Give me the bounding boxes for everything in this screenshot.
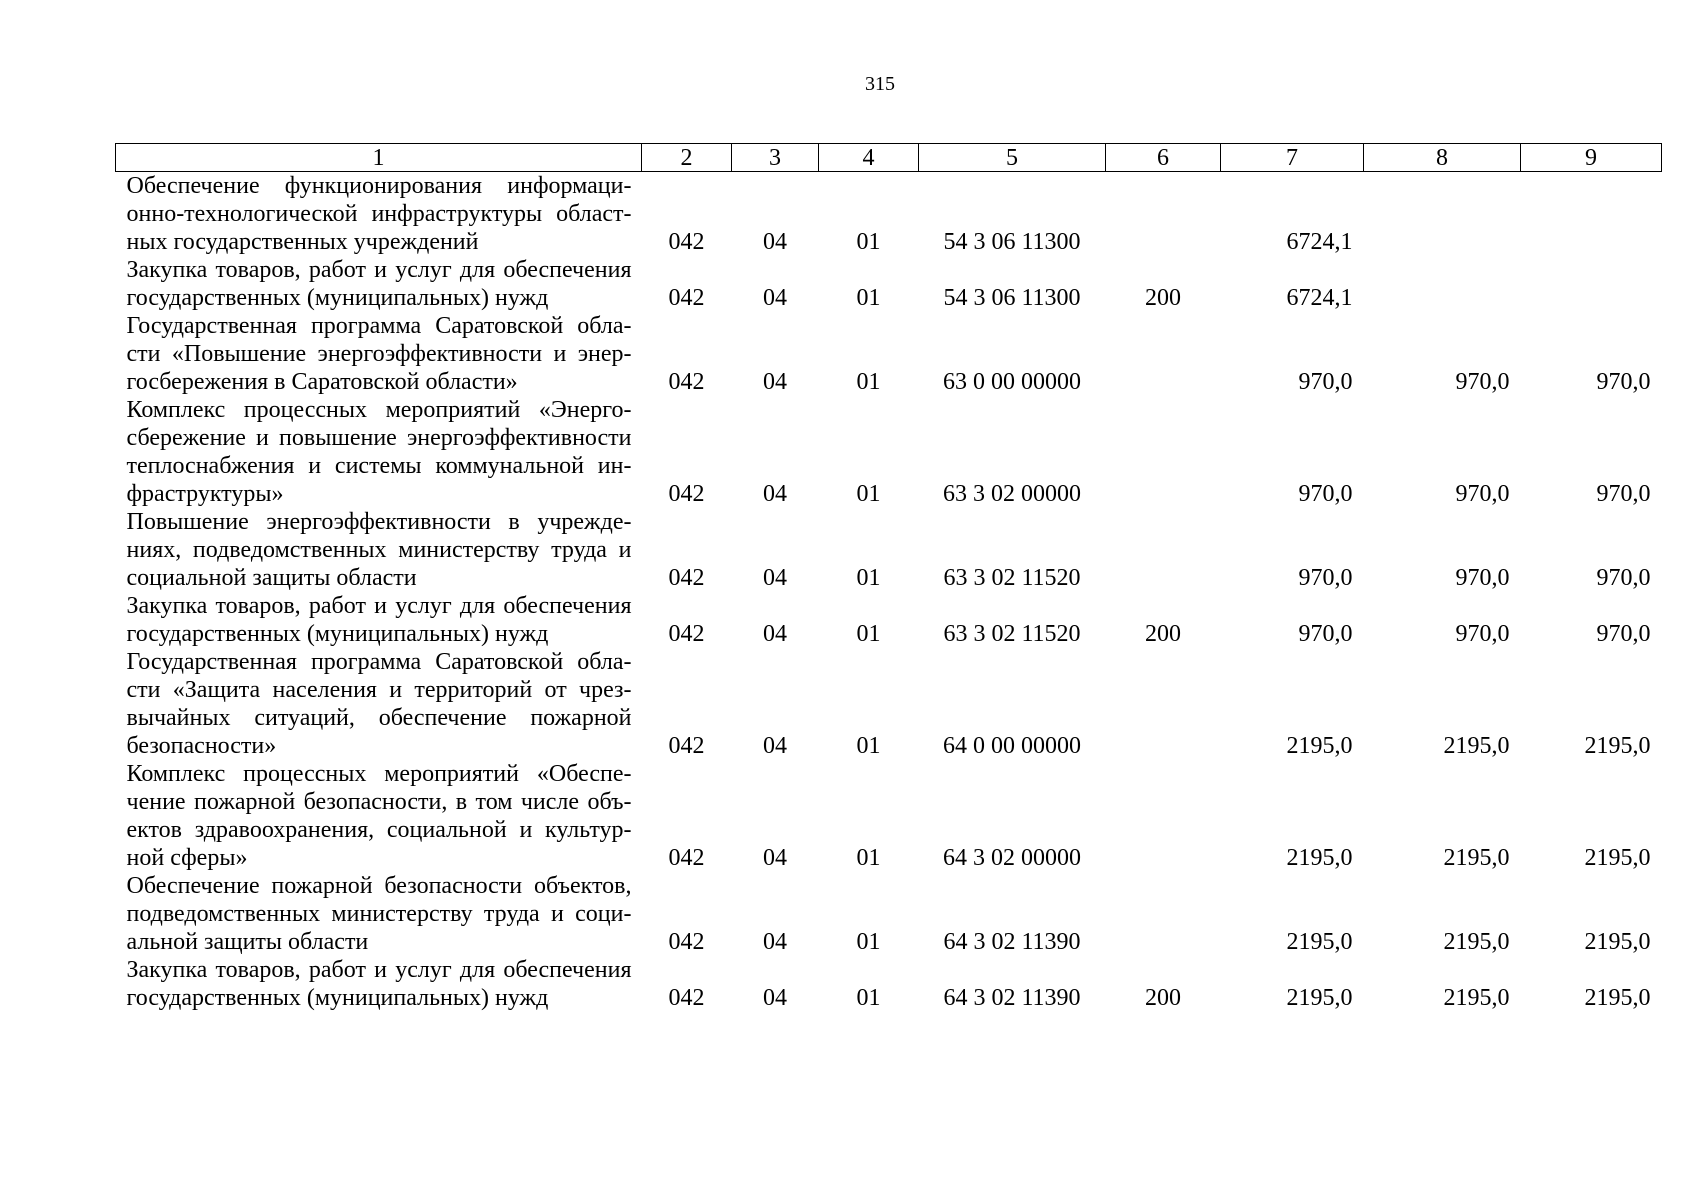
ministry-code-cell: 042 xyxy=(668,929,705,955)
amount-col9-cell: 970,0 xyxy=(1596,369,1651,395)
amount-col7-cell: 6724,1 xyxy=(1286,285,1353,311)
table-row xyxy=(116,396,1662,508)
target-article-cell: 63 0 00 00000 xyxy=(943,369,1081,395)
section-code-cell: 04 xyxy=(763,565,787,591)
column-number-header: 7 xyxy=(1221,144,1364,172)
item-name-cell: Закупка товаров, работ и услуг для обеспечения государственных (муниципальных) нужд xyxy=(126,957,632,1011)
subsection-code-cell: 01 xyxy=(856,229,881,255)
section-code-cell: 04 xyxy=(763,229,787,255)
column-number-header: 4 xyxy=(819,144,919,172)
table-row xyxy=(116,760,1662,872)
amount-col8-cell: 2195,0 xyxy=(1443,845,1510,871)
ministry-code-cell: 042 xyxy=(668,481,705,507)
amount-col8-cell xyxy=(1364,256,1521,312)
ministry-code-cell: 042 xyxy=(668,369,705,395)
target-article-cell: 64 3 02 11390 xyxy=(943,929,1081,955)
target-article-cell: 64 3 02 11390 xyxy=(943,985,1081,1011)
amount-col9-cell: 970,0 xyxy=(1596,621,1651,647)
expense-type-cell: 200 xyxy=(1145,285,1181,311)
amount-col9-cell xyxy=(1521,256,1662,312)
target-article-cell: 64 0 00 00000 xyxy=(943,733,1081,759)
item-name-cell: Обеспечение пожарной безопасности объектов, подведомственных министерству труда и социальной защиты области xyxy=(126,873,632,955)
ministry-code-cell: 042 xyxy=(668,565,705,591)
section-code-cell: 04 xyxy=(763,929,787,955)
target-article-cell: 63 3 02 00000 xyxy=(943,481,1081,507)
expense-type-cell xyxy=(1106,648,1221,760)
expense-type-cell xyxy=(1106,312,1221,396)
amount-col7-cell: 2195,0 xyxy=(1286,733,1353,759)
subsection-code-cell: 01 xyxy=(856,985,881,1011)
column-number-header: 6 xyxy=(1106,144,1221,172)
amount-col8-cell: 970,0 xyxy=(1455,481,1510,507)
section-code-cell: 04 xyxy=(763,733,787,759)
amount-col8-cell: 970,0 xyxy=(1455,565,1510,591)
column-number-header: 9 xyxy=(1521,144,1662,172)
amount-col7-cell: 970,0 xyxy=(1298,565,1353,591)
item-name-cell: Государственная программа Саратовской области «Повышение энергоэффективности и энергосбережения в Саратовской области» xyxy=(126,313,632,395)
amount-col7-cell: 2195,0 xyxy=(1286,985,1353,1011)
section-code-cell: 04 xyxy=(763,481,787,507)
table-row xyxy=(116,256,1662,312)
page-number: 315 xyxy=(865,73,895,95)
column-number-header: 2 xyxy=(642,144,732,172)
subsection-code-cell: 01 xyxy=(856,929,881,955)
section-code-cell: 04 xyxy=(763,369,787,395)
expense-type-cell xyxy=(1106,396,1221,508)
amount-col8-cell: 970,0 xyxy=(1455,369,1510,395)
amount-col9-cell: 2195,0 xyxy=(1584,733,1651,759)
section-code-cell: 04 xyxy=(763,845,787,871)
amount-col8-cell: 970,0 xyxy=(1455,621,1510,647)
expense-type-cell xyxy=(1106,508,1221,592)
item-name-cell: Повышение энергоэффективности в учреждениях, подведомственных министерству труда и социальной защиты области xyxy=(126,509,632,591)
table-row xyxy=(116,508,1662,592)
amount-col9-cell: 2195,0 xyxy=(1584,985,1651,1011)
column-number-header: 8 xyxy=(1364,144,1521,172)
target-article-cell: 54 3 06 11300 xyxy=(943,229,1081,255)
subsection-code-cell: 01 xyxy=(856,481,881,507)
ministry-code-cell: 042 xyxy=(668,985,705,1011)
amount-col7-cell: 970,0 xyxy=(1298,481,1353,507)
table-row xyxy=(116,592,1662,648)
column-number-header: 1 xyxy=(116,144,642,172)
amount-col7-cell: 2195,0 xyxy=(1286,845,1353,871)
amount-col9-cell: 2195,0 xyxy=(1584,845,1651,871)
subsection-code-cell: 01 xyxy=(856,733,881,759)
table-row xyxy=(116,956,1662,1012)
ministry-code-cell: 042 xyxy=(668,285,705,311)
amount-col7-cell: 970,0 xyxy=(1298,369,1353,395)
item-name-cell: Закупка товаров, работ и услуг для обеспечения государственных (муниципальных) нужд xyxy=(126,257,632,311)
amount-col9-cell xyxy=(1521,172,1662,257)
amount-col7-cell: 6724,1 xyxy=(1286,229,1353,255)
expense-type-cell xyxy=(1106,172,1221,257)
subsection-code-cell: 01 xyxy=(856,621,881,647)
table-row xyxy=(116,872,1662,956)
target-article-cell: 64 3 02 00000 xyxy=(943,845,1081,871)
budget-table xyxy=(115,143,1662,1012)
expense-type-cell xyxy=(1106,872,1221,956)
amount-col8-cell: 2195,0 xyxy=(1443,929,1510,955)
item-name-cell: Государственная программа Саратовской области «Защита населения и территорий от чрезвычайных ситуаций, обеспечение пожарной безопасности» xyxy=(126,649,632,759)
amount-col8-cell: 2195,0 xyxy=(1443,733,1510,759)
ministry-code-cell: 042 xyxy=(668,229,705,255)
table-row xyxy=(116,648,1662,760)
target-article-cell: 63 3 02 11520 xyxy=(943,565,1081,591)
target-article-cell: 54 3 06 11300 xyxy=(943,285,1081,311)
section-code-cell: 04 xyxy=(763,285,787,311)
table-row xyxy=(116,312,1662,396)
item-name-cell: Комплекс процессных мероприятий «Обеспечение пожарной безопасности, в том числе объектов здравоохранения, социальной и культурной сферы» xyxy=(126,761,632,871)
subsection-code-cell: 01 xyxy=(856,565,881,591)
column-number-header: 5 xyxy=(919,144,1106,172)
amount-col8-cell xyxy=(1364,172,1521,257)
subsection-code-cell: 01 xyxy=(856,369,881,395)
subsection-code-cell: 01 xyxy=(856,285,881,311)
section-code-cell: 04 xyxy=(763,985,787,1011)
subsection-code-cell: 01 xyxy=(856,845,881,871)
ministry-code-cell: 042 xyxy=(668,733,705,759)
table-row xyxy=(116,172,1662,257)
target-article-cell: 63 3 02 11520 xyxy=(943,621,1081,647)
section-code-cell: 04 xyxy=(763,621,787,647)
amount-col9-cell: 970,0 xyxy=(1596,481,1651,507)
budget-table-body xyxy=(116,172,1662,1013)
amount-col9-cell: 970,0 xyxy=(1596,565,1651,591)
amount-col8-cell: 2195,0 xyxy=(1443,985,1510,1011)
expense-type-cell: 200 xyxy=(1145,621,1181,647)
expense-type-cell xyxy=(1106,760,1221,872)
amount-col9-cell: 2195,0 xyxy=(1584,929,1651,955)
amount-col7-cell: 2195,0 xyxy=(1286,929,1353,955)
item-name-cell: Закупка товаров, работ и услуг для обеспечения государственных (муниципальных) нужд xyxy=(126,593,632,647)
amount-col7-cell: 970,0 xyxy=(1298,621,1353,647)
ministry-code-cell: 042 xyxy=(668,845,705,871)
ministry-code-cell: 042 xyxy=(668,621,705,647)
expense-type-cell: 200 xyxy=(1145,985,1181,1011)
item-name-cell: Обеспечение функционирования информационно-технологической инфраструктуры областных государственных учреждений xyxy=(126,173,632,255)
column-number-header: 3 xyxy=(732,144,819,172)
column-number-header-row xyxy=(116,144,1662,172)
item-name-cell: Комплекс процессных мероприятий «Энергосбережение и повышение энергоэффективности теплоснабжения и системы коммунальной инфраструктуры» xyxy=(126,397,632,507)
